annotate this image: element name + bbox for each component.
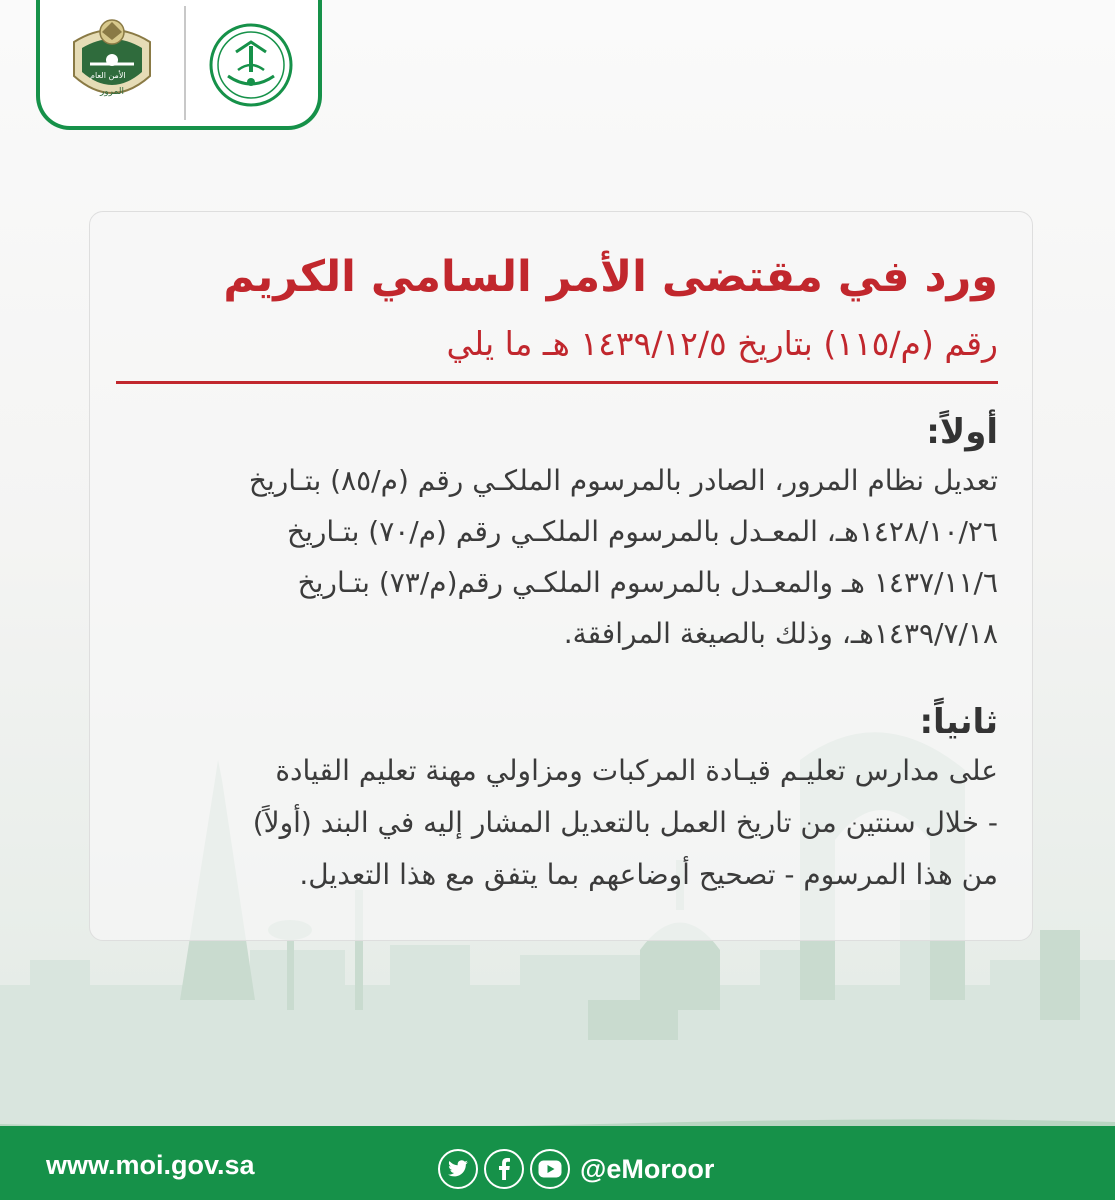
section-heading: ثانياً: [919,702,998,742]
decree-subtitle: رقم (م/١١٥) بتاريخ ١٤٣٩/١٢/٥ هـ ما يلي [446,324,998,363]
social-handle[interactable]: @eMoroor [580,1153,715,1184]
section-line: ١٤٣٩/٧/١٨هـ، وذلك بالصيغة المرافقة. [563,617,998,650]
title-divider [116,381,998,384]
logo-divider [184,6,186,120]
facebook-icon[interactable] [484,1149,524,1189]
emblem-lower-text: المرور [99,87,125,97]
decree-card [89,211,1033,941]
website-link[interactable]: www.moi.gov.sa [46,1150,255,1180]
twitter-icon[interactable] [438,1149,478,1189]
section-line: على مدارس تعليـم قيـادة المركبات ومزاولي مهنة تعليم القيادة [275,754,998,787]
decree-title: ورد في مقتضى الأمر السامي الكريم [223,252,998,302]
section-line: ١٤٣٧/١١/٦ هـ والمعـدل بالمرسوم الملكـي رقم(م/٧٣) بتـاريخ [297,566,998,599]
section-line: - خلال سنتين من تاريخ العمل بالتعديل المشار إليه في البند (أولاً) [252,806,998,839]
section-line: تعديل نظام المرور، الصادر بالمرسوم الملكـي رقم (م/٨٥) بتـاريخ [248,464,998,497]
traffic-police-emblem-icon [64,14,160,112]
emblem-upper-text: الأمن العام [90,71,126,80]
section-heading: أولاً: [926,412,998,452]
ministry-of-interior-emblem-icon [208,22,294,108]
social-links [438,1146,714,1192]
logo-header [36,0,322,130]
section-line: من هذا المرسوم - تصحيح أوضاعهم بما يتفق مع هذا التعديل. [299,858,998,891]
youtube-icon[interactable] [530,1149,570,1189]
section-line: ١٤٢٨/١٠/٢٦هـ، المعـدل بالمرسوم الملكـي رقم (م/٧٠) بتـاريخ [287,515,998,548]
